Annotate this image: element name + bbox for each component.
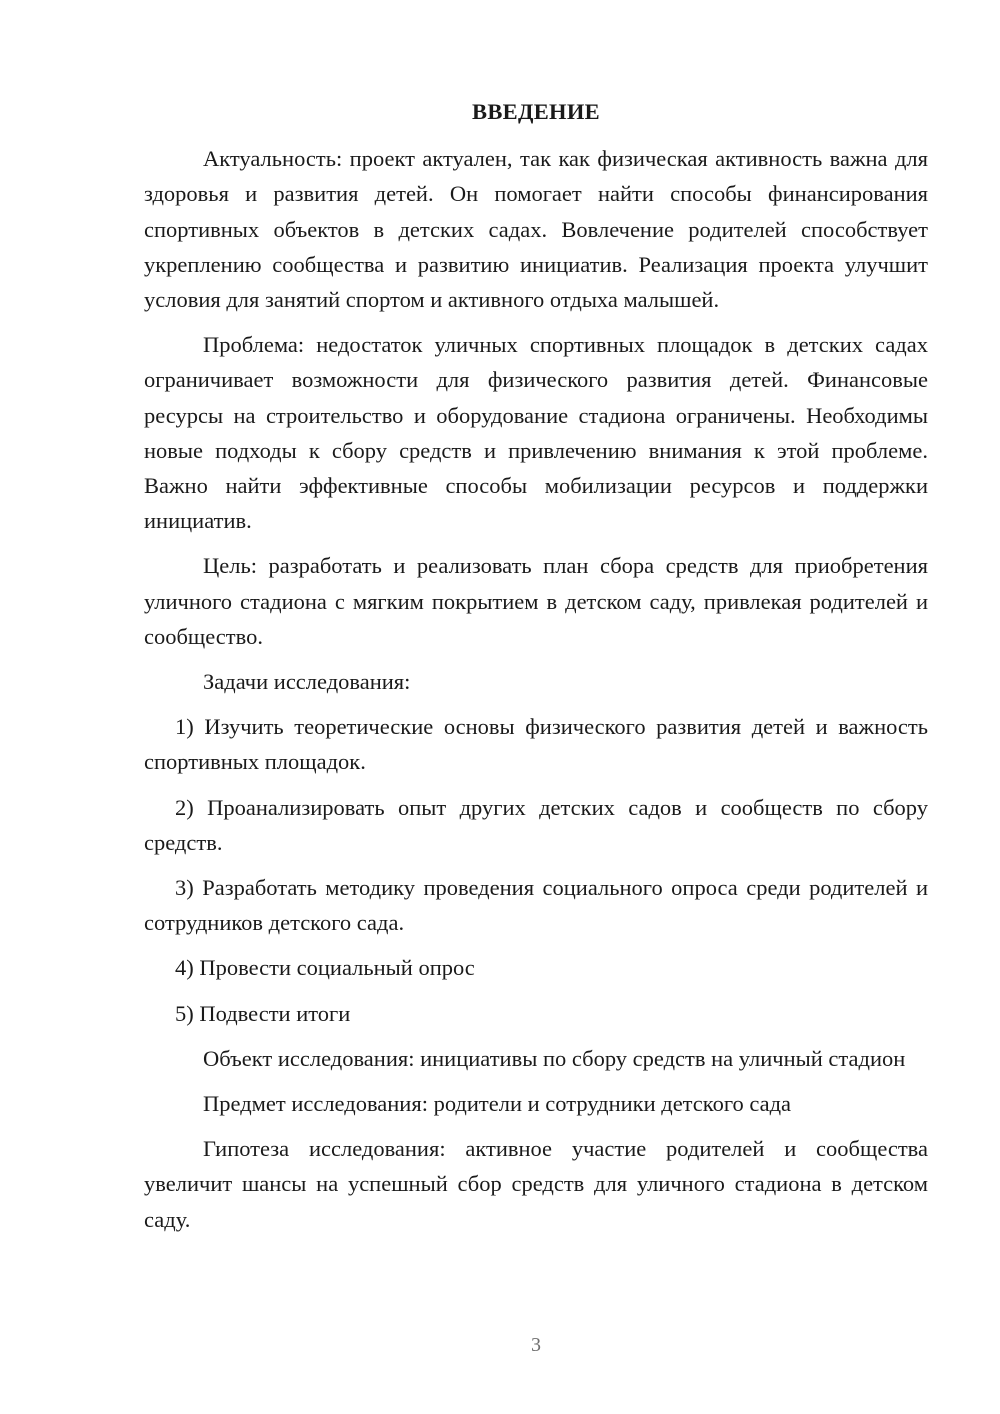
document-page [144,94,928,1247]
section-title: ВВЕДЕНИЕ [472,99,600,124]
relevance-paragraph: Актуальность: проект актуален, так как физическая активность важна для здоровья и развития детей. Он помогает найти способы финансирования спортивных объектов в детских садах. Вовлечение родителей способствует укреплению сообщества и развитию инициатив. Реализация проекта улучшит условия для занятий спортом и активного отдыха малышей. [144,146,928,313]
tasks-heading: Задачи исследования: [203,669,411,695]
problem-paragraph: Проблема: недостаток уличных спортивных площадок в детских садах ограничивает возможности для физического развития детей. Финансовые ресурсы на строительство и оборудование стадиона ограничены. Необходимы новые подходы к сбору средств и привлечению внимания к этой проблеме. Важно найти эффективные способы мобилизации ресурсов и поддержки инициатив. [144,332,928,534]
page-number: 3 [531,1334,541,1356]
task-item: 3) Разработать методику проведения социального опроса среди родителей и сотрудников детского сада. [144,875,928,936]
goal-paragraph: Цель: разработать и реализовать план сбора средств для приобретения уличного стадиона с мягким покрытием в детском саду, привлекая родителей и сообщество. [144,553,928,649]
object-paragraph: Объект исследования: инициативы по сбору средств на уличный стадион [203,1045,906,1071]
hypothesis-paragraph: Гипотеза исследования: активное участие родителей и сообщества увеличит шансы на успешный сбор средств для уличного стадиона в детском саду. [144,1136,928,1232]
task-item: 5) Подвести итоги [175,1000,351,1026]
task-item: 4) Провести социальный опрос [175,955,475,981]
task-item: 2) Проанализировать опыт других детских садов и сообществ по сбору средств. [144,794,928,855]
task-item: 1) Изучить теоретические основы физического развития детей и важность спортивных площадок. [144,714,928,775]
subject-paragraph: Предмет исследования: родители и сотрудники детского сада [203,1091,792,1117]
